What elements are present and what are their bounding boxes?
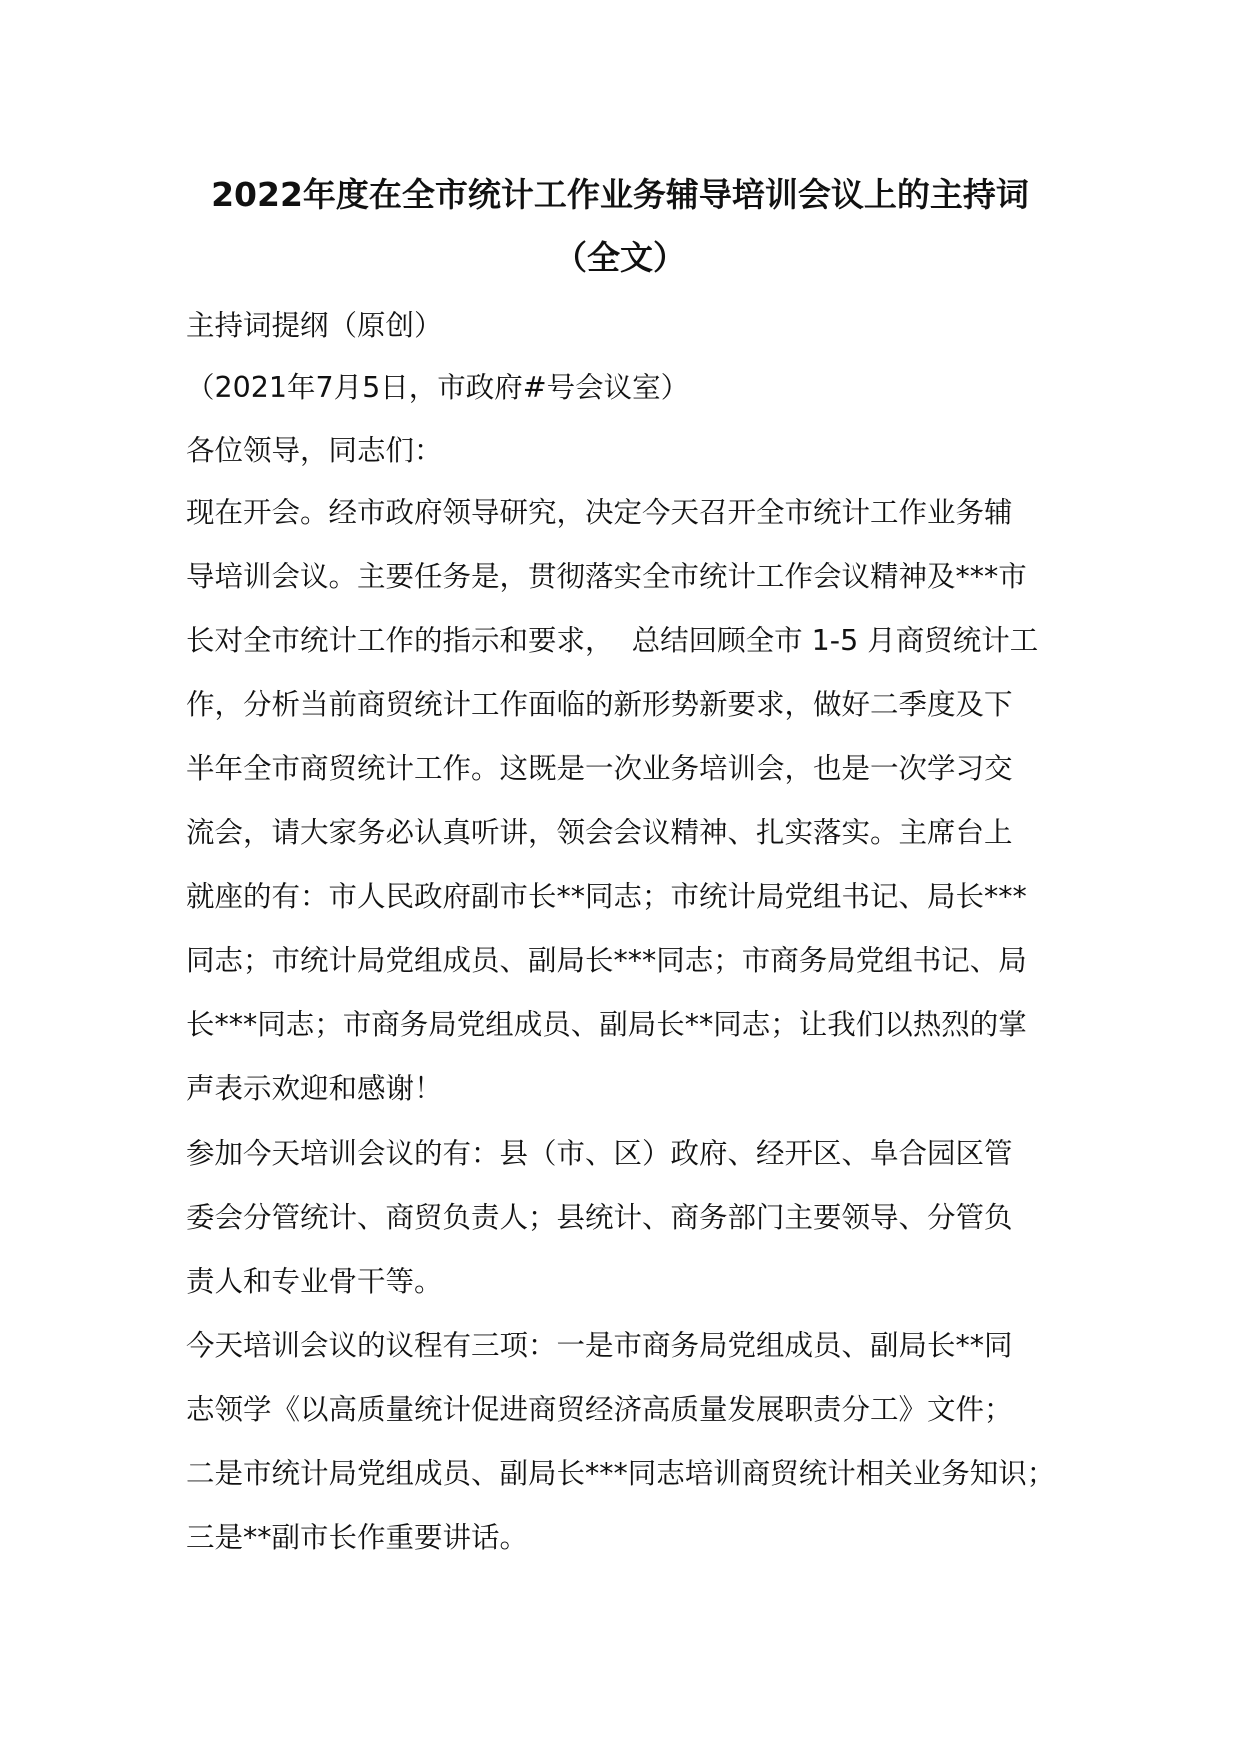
body-line: 半年全市商贸统计工作。这既是一次业务培训会，也是一次学习交 xyxy=(186,752,1013,785)
body-line: 同志；市统计局党组成员、副局长***同志；市商务局党组书记、局 xyxy=(186,944,1027,977)
outline-heading: 主持词提纲（原创） xyxy=(186,309,443,342)
body-line: 长对全市统计工作的指示和要求， 总结回顾全市 1-5 月商贸统计工 xyxy=(186,624,1039,657)
body-line: 今天培训会议的议程有三项：一是市商务局党组成员、副局长**同 xyxy=(186,1329,1013,1362)
body-line: 长***同志；市商务局党组成员、副局长**同志；让我们以热烈的掌 xyxy=(186,1008,1027,1041)
body-line: 参加今天培训会议的有：县（市、区）政府、经开区、阜合园区管 xyxy=(186,1137,1013,1170)
salutation: 各位领导，同志们： xyxy=(186,434,443,467)
body-line: 流会，请大家务必认真听讲，领会会议精神、扎实落实。主席台上 xyxy=(186,816,1013,849)
body-line: 二是市统计局党组成员、副局长***同志培训商贸统计相关业务知识； xyxy=(186,1457,1056,1490)
body-line: 现在开会。经市政府领导研究，决定今天召开全市统计工作业务辅 xyxy=(186,496,1013,529)
body-line: 作，分析当前商贸统计工作面临的新形势新要求，做好二季度及下 xyxy=(186,688,1013,721)
body-line: 委会分管统计、商贸负责人；县统计、商务部门主要领导、分管负 xyxy=(186,1201,1013,1234)
document-title-line-2: （全文） xyxy=(554,238,686,277)
body-line: 责人和专业骨干等。 xyxy=(186,1265,443,1298)
body-line: 就座的有：市人民政府副市长**同志；市统计局党组书记、局长*** xyxy=(186,880,1027,913)
body-line: 导培训会议。主要任务是，贯彻落实全市统计工作会议精神及***市 xyxy=(186,560,1027,593)
document-title-line-1: 2022年度在全市统计工作业务辅导培训会议上的主持词 xyxy=(211,175,1029,214)
meeting-date-location: （2021年7月5日，市政府#号会议室） xyxy=(186,371,690,404)
body-line: 声表示欢迎和感谢！ xyxy=(186,1072,443,1105)
body-line: 三是**副市长作重要讲话。 xyxy=(186,1521,529,1554)
body-line: 志领学《以高质量统计促进商贸经济高质量发展职责分工》文件； xyxy=(186,1393,1013,1426)
